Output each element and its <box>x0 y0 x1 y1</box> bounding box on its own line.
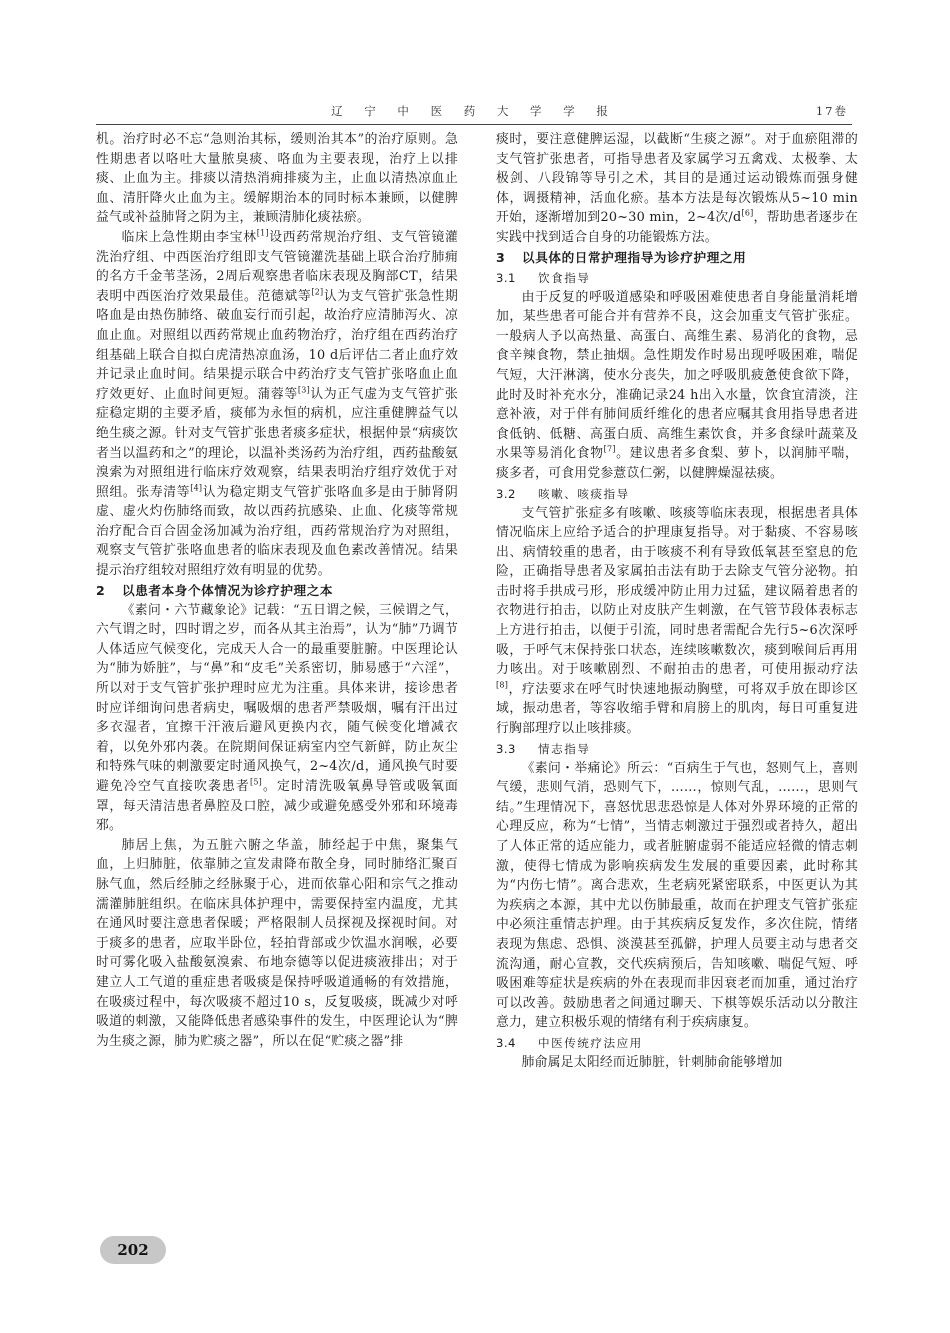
section-heading-3 <box>496 248 858 268</box>
citation[interactable]: [7] <box>603 445 616 455</box>
text-run: 痰时，要注意健脾运湿，以截断“生痰之源”。对于血瘀阻滞的支气管扩张患者，可指导患者及家属学习五禽戏、太极拳、太极剑、八段锦等导引之术，其目的是通过运动锻炼而强身健体，调摄精神，活血化瘀。基本方法是每次锻炼从5~10 min开始，逐渐增加到20~30 min，2~4次/d <box>496 132 858 226</box>
subsection-number: 3.3 <box>496 741 516 756</box>
text-run: 临床上急性期由李宝林 <box>121 229 257 245</box>
header-rule <box>96 124 852 125</box>
subsection-heading-3-2 <box>496 484 858 504</box>
citation[interactable]: [3] <box>297 385 310 395</box>
citation[interactable]: [5] <box>249 777 263 787</box>
section-number: 3 <box>496 249 506 265</box>
paragraph: 机。治疗时必不忘“急则治其标，缓则治其本”的治疗原则。急性期患者以咯吐大量脓臭痰、咯血为主要表现，治疗上以排痰、止血为主。排痰以清热消痈排痰为主，止血以清热凉血止血、清肝降火止血为主。缓解期治本的同时标本兼顾，以健脾益气或补益肺肾之阴为主，兼顾清肺化痰祛瘀。 <box>96 132 458 226</box>
subsection-heading-3-1 <box>496 268 858 288</box>
paragraph <box>96 601 458 836</box>
section-title: 以患者本身个体情况为诊疗护理之本 <box>122 582 334 598</box>
subsection-title: 咳嗽、咳痰指导 <box>538 486 630 501</box>
subsection-heading-3-4 <box>496 1033 858 1053</box>
paragraph: 肺俞属足太阳经而近肺脏，针刺肺俞能够增加 <box>521 1054 783 1070</box>
text-run: 《素问・六节藏象论》记载：“五日谓之候，三候谓之气，六气谓之时，四时谓之岁，而各从其主治焉”，认为“肺”乃调节人体适应气候变化，完成天人合一的最重要脏腑。中医理论认为“肺为娇脏”，与“鼻”和“皮毛”关系密切，肺易感于“六淫”，所以对于支气管扩张护理时应尤为注重。具体来讲，接诊患者时应详细询问患者病史，嘱吸烟的患者严禁吸烟，嘱有汗出过多衣湿者，宜擦干汗液后避风更换内衣，随气候变化增减衣着，以免外邪内袭。在院期间保证病室内空气新鲜，防止灰尘和特殊气味的刺激要定时通风换气，2~4次/d，通风换气时要避免冷空气直接吹袭患者 <box>96 602 458 794</box>
text-run: 支气管扩张症多有咳嗽、咳痰等临床表现，根据患者具体情况临床上应给予适合的护理康复指导。对于黏痰、不容易咳出、病情较重的患者，由于咳痰不利有导致低氧甚至窒息的危险，正确指导患者及家属拍击法有助于去除支气管分泌物。拍击时将手拱成弓形，形成缓冲防止用力过猛，建议隔着患者的衣物进行拍击，以防止对皮肤产生刺激，在气管节段体表标志上方进行拍击，以便于引流，同时患者需配合先行5~6次深呼吸，于呼气末保持张口状态，连续咳嗽数次，痰到喉间后再用力咳出。对于咳嗽剧烈、不耐拍击的患者，可使用振动疗法 <box>496 505 858 678</box>
section-title: 以具体的日常护理指导为诊疗护理之用 <box>522 249 747 265</box>
section-number: 2 <box>96 582 106 598</box>
right-column <box>496 130 858 1073</box>
text-run: 认为稳定期支气管扩张咯血多是由于肺肾阴虚、虚火灼伤肺络而致，故以西药抗感染、止血、化痰等常规治疗配合百合固金汤加减为治疗组，西药常规治疗为对照组，观察支气管扩张咯血患者的临床表现及血色素改善情况。结果提示治疗组较对照组疗效有明显的优势。 <box>96 484 459 579</box>
subsection-heading-3-3 <box>496 739 858 759</box>
text-run: ，疗法要求在呼气时快速地振动胸壁，可将双手放在即诊区域，振动患者，等容收缩手臂和肩膀上的肌肉，每日可重复进行胸部理疗以止咳排痰。 <box>496 681 858 737</box>
paragraph: 肺居上焦，为五脏六腑之华盖，肺经起于中焦，聚集气血，上归肺脏，依靠肺之宣发肃降布散全身，同时肺络汇聚百脉气血，然后经肺之经脉聚于心，进而依靠心阳和宗气之推动濡灌肺脏组织。在临床具体护理中，需要保持室内温度，尤其在通风时要注意患者保暖；严格限制人员探视及探视时间。对于痰多的患者，应取半卧位，轻拍背部或少饮温水润喉，必要时可雾化吸入盐酸氨溴索、布地奈德等以促进痰液排出；对于建立人工气道的重症患者吸痰是保持呼吸道通畅的有效措施，在吸痰过程中，每次吸痰不超过10 s，反复吸痰，既减少对呼吸道的刺激，又能降低患者感染事件的发生，中医理论认为“脾为生痰之源，肺为贮痰之器”，所以在促“贮痰之器”排 <box>96 837 458 1049</box>
citation[interactable]: [1] <box>256 228 269 238</box>
volume-label: 17卷 <box>815 104 848 118</box>
text-run: 认为支气管扩张急性期咯血是由热伤肺络、破血妄行而引起，故治疗应清肺泻火、凉血止血。对照组以西药常规止血药物治疗，治疗组在西药治疗组基础上联合自拟白虎清热凉血汤，10 d后评估二者止血疗效并记录止血时间。结果提示联合中药治疗支气管扩张咯血止血疗效更好、止血时间更短。蒲蓉等 <box>96 288 459 402</box>
paragraph: 《素问・举痛论》所云：“百病生于气也，怒则气上，喜则气缓，悲则气消，恐则气下，……，惊则气乱，……，思则气结。”生理情况下，喜怒忧思悲恐惊是人体对外界环境的正常的心理反应，称为“七情”，当情志刺激过于强烈或者持久，超出了人体正常的适应能力，或者脏腑虚弱不能适应轻微的情志刺激，使得七情成为影响疾病发生发展的重要因素，此时称其为“内伤七情”。离合悲欢，生老病死紧密联系，中医更认为其为疾病之本源，其中尤以伤肺最重，故而在护理支气管扩张症中必须注重情志护理。由于其疾病反复发作，多次住院，情绪表现为焦虑、恐惧、淡漠甚至孤僻，护理人员要主动与患者交流沟通，耐心宣教，交代疾病预后，告知咳嗽、喘促气短、呼吸困难等症状是疾病的外在表现而非因衰老而加重，通过治疗可以改善。鼓励患者之间通过聊天、下棋等娱乐活动以分散注意力，建立积极乐观的情绪有利于疾病康复。 <box>496 760 858 1031</box>
text-run: 由于反复的呼吸道感染和呼吸困难使患者自身能量消耗增加，某些患者可能合并有营养不良，这会加重支气管扩张症。一般病人予以高热量、高蛋白、高维生素、易消化的食物，忌食辛辣食物，禁止抽烟。急性期发作时易出现呼吸困难，喘促气短，大汗淋漓，使水分丧失，加之呼吸肌疲惫使食欲下降，此时及时补充水分，准确记录24 h出入水量，饮食宜清淡，注意补液，对于伴有肺间质纤维化的患者应嘱其食用指导患者进食低钠、低糖、高蛋白质、高维生素饮食，并多食绿叶蔬菜及水果等易消化食物 <box>496 289 858 462</box>
paragraph <box>496 504 858 739</box>
text-run: 认为正气虚为支气管扩张症稳定期的主要矛盾，痰郁为永恒的病机，应注重健脾益气以绝生痰之源。针对支气管扩张患者痰多症状，根据仲景“病痰饮者当以温药和之”的理论，以温补类汤药为治疗组，西药盐酸氨溴索为对照组进行临床疗效观察，结果表明治疗组疗效优于对照组。张寿清等 <box>96 386 459 500</box>
running-header <box>96 100 852 122</box>
section-heading-2 <box>96 581 458 601</box>
citation[interactable]: [8] <box>496 680 509 690</box>
text-run: ，帮助患者逐步在实践中找到适合自身的功能锻炼方法。 <box>496 210 859 245</box>
text-run: 。建议患者多食梨、萝卜，以润肺平喘，痰多者，可食用党参薏苡仁粥，以健脾燥湿祛痰。 <box>496 446 859 481</box>
paragraph <box>96 228 458 581</box>
page-number-badge: 202 <box>100 1236 166 1264</box>
subsection-number: 3.2 <box>496 486 516 501</box>
citation[interactable]: [4] <box>190 483 203 493</box>
citation[interactable]: [2] <box>311 287 324 297</box>
subsection-title: 情志指导 <box>538 741 591 756</box>
journal-title: 辽 宁 中 医 药 大 学 学 报 <box>331 104 617 118</box>
text-run: 。定时清洗吸氧鼻导管或吸氧面罩，每天清洁患者鼻腔及口腔，减少或避免感受外邪和环境毒邪。 <box>96 779 459 834</box>
subsection-title: 中医传统疗法应用 <box>538 1035 643 1050</box>
text-run: 设西药常规治疗组、支气管镜灌洗治疗组、中西医治疗组即支气管镜灌洗基础上联合治疗肺痈的名方千金苇茎汤，2周后观察患者临床表现及胸部CT，结果表明中西医治疗效果最佳。范德斌等 <box>96 229 459 304</box>
subsection-number: 3.1 <box>496 270 516 285</box>
paragraph <box>496 288 858 484</box>
paragraph <box>496 130 858 248</box>
subsection-title: 饮食指导 <box>538 270 591 285</box>
left-column <box>96 130 458 1051</box>
subsection-number: 3.4 <box>496 1035 516 1050</box>
citation[interactable]: [6] <box>741 209 754 219</box>
